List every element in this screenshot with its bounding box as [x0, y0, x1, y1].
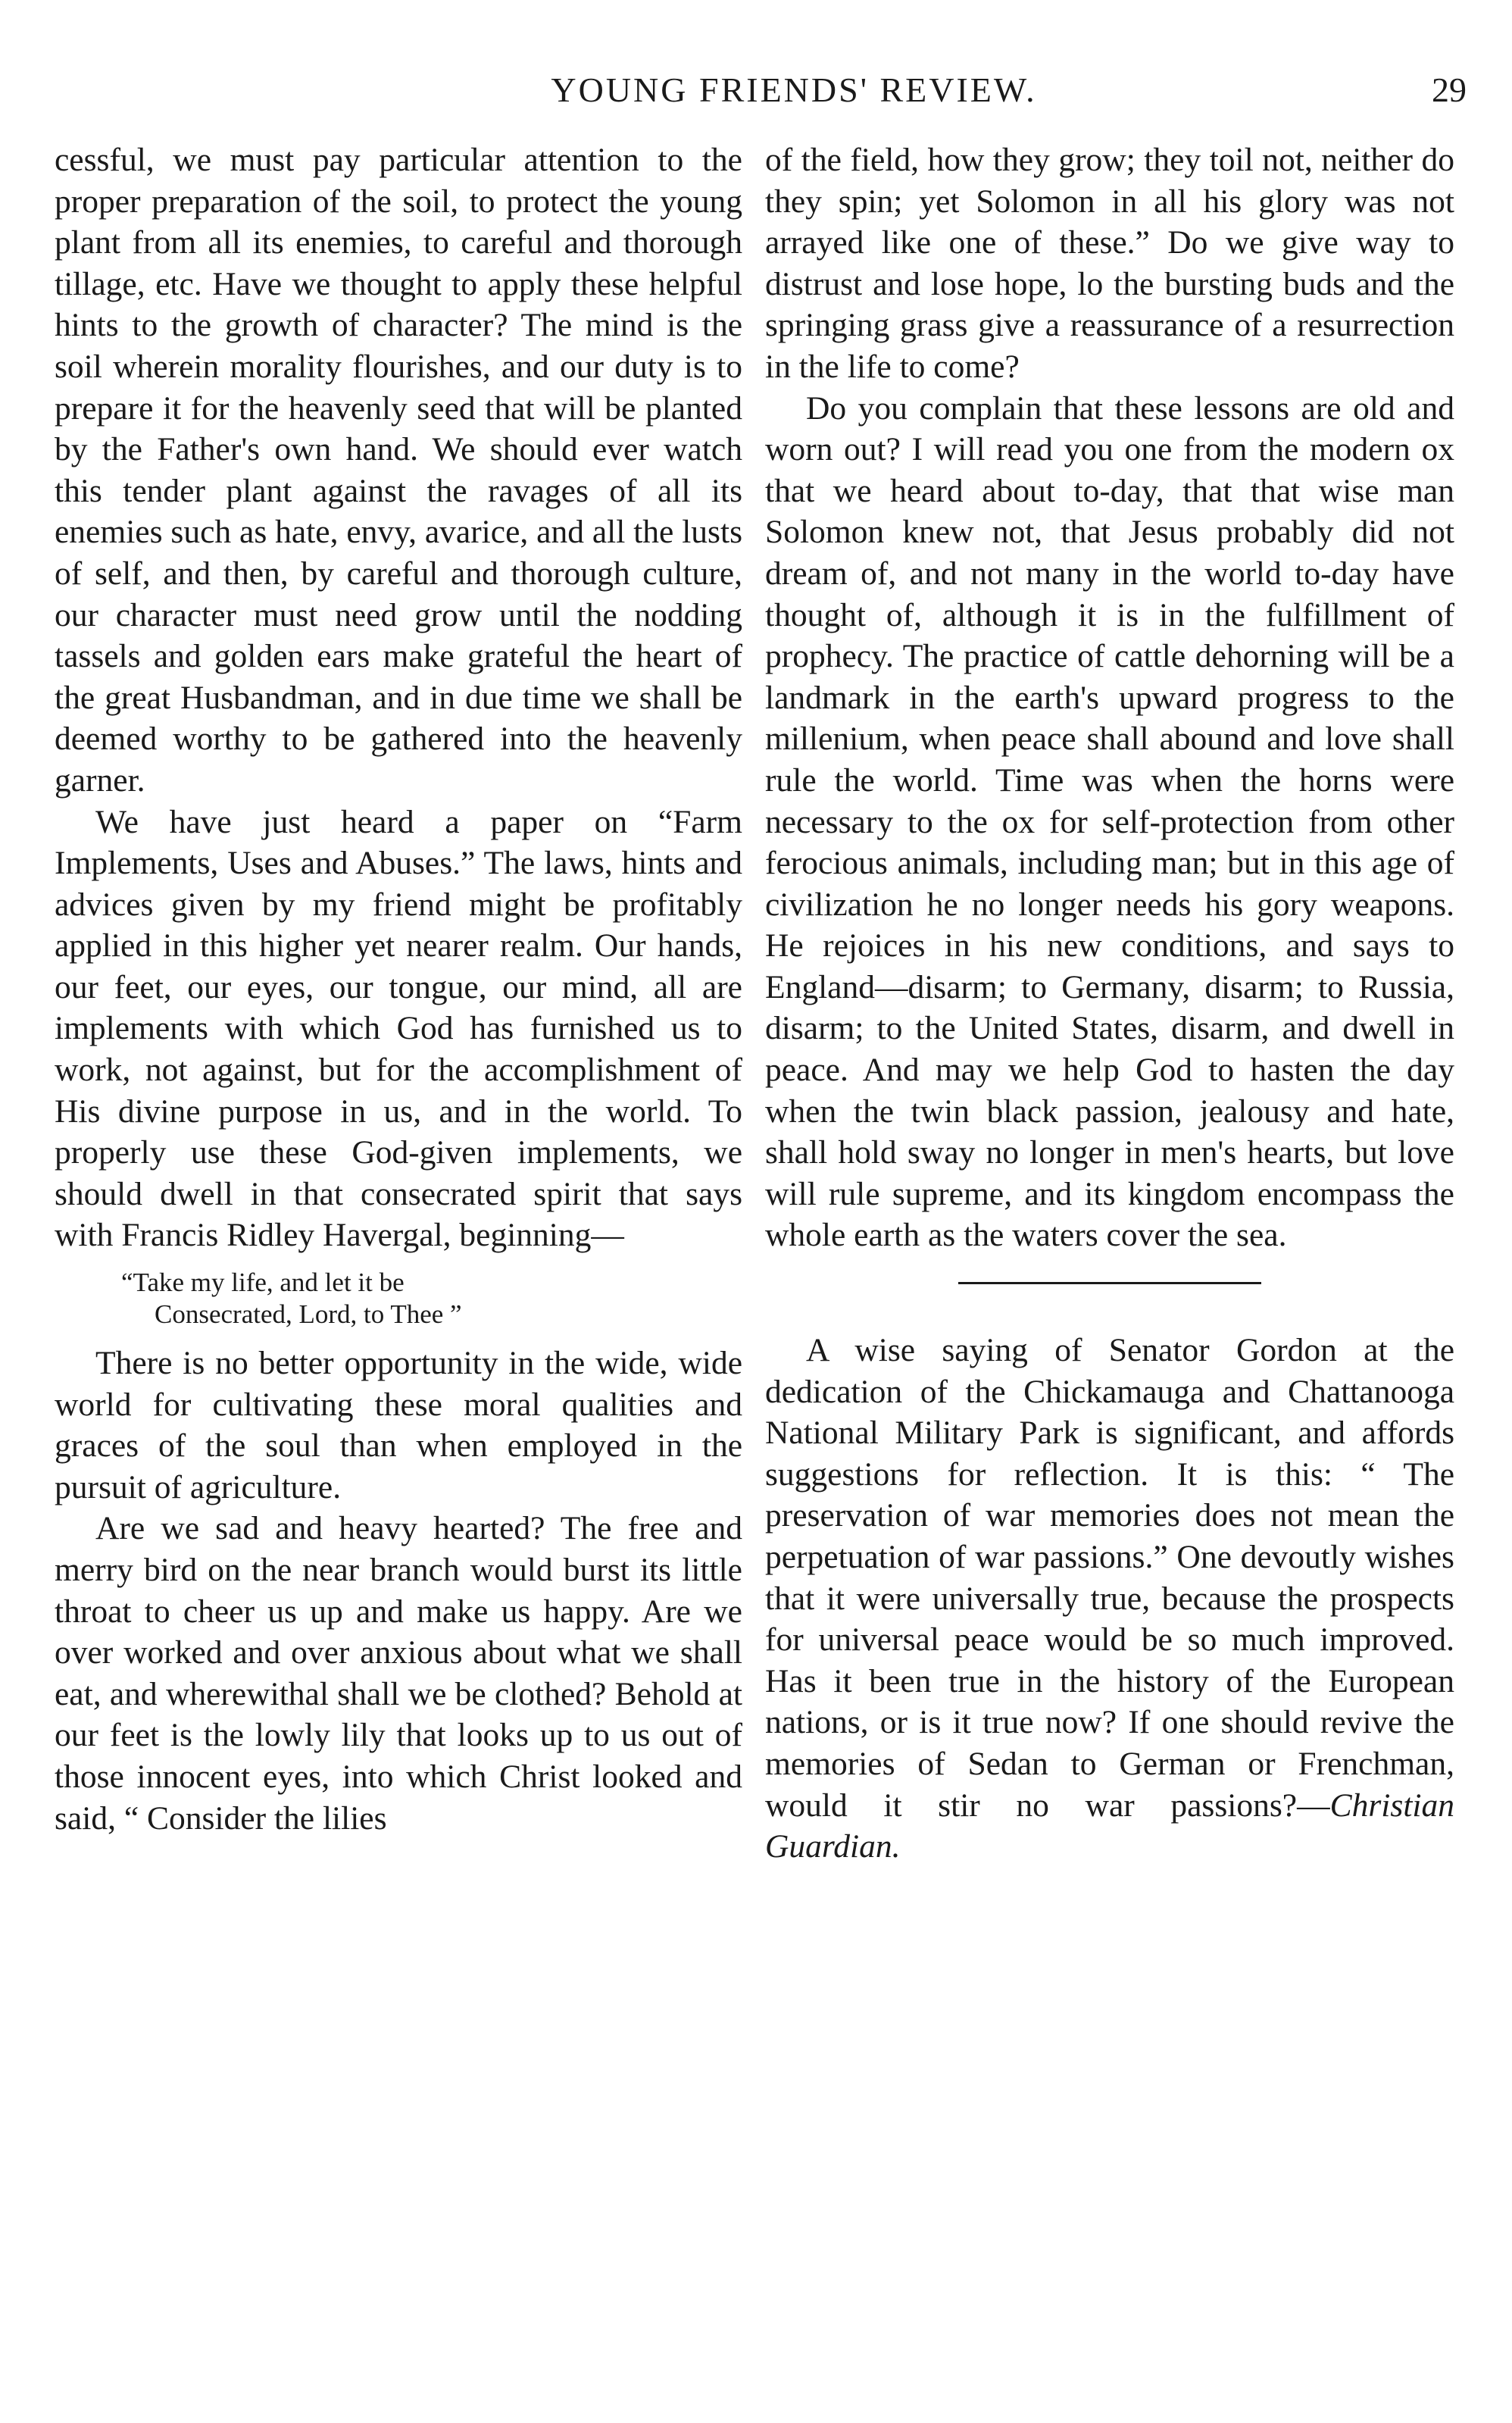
left-column	[55, 139, 742, 1839]
verse-quote	[121, 1267, 742, 1330]
right-column	[765, 139, 1454, 1868]
paragraph: Do you complain that these lessons are old and worn out? I will read you one from the modern ox that we heard about to-day, that that wise man Solomon knew not, that Jesus probably did not dream of, and not many in the world to-day have thought of, although it is in the fulfillment of prophecy. The practice of cattle dehorning will be a landmark in the earth's upward progress to the millenium, when peace shall abound and love shall rule the world. Time was when the horns were necessary to the ox for self-protection from other ferocious animals, including man; but in this age of civilization he no longer needs his gory weapons. He rejoices in his new conditions, and says to England—disarm; to Germany, disarm; to Russia, disarm; to the United States, disarm, and dwell in peace. And may we help God to hasten the day when the twin black passion, jealousy and hate, shall hold sway no longer in men's hearts, but love will rule supreme, and its kingdom encompass the whole earth as the waters cover the sea.	[765, 389, 1454, 1254]
journal-title: YOUNG FRIENDS' REVIEW.	[551, 70, 1037, 109]
paragraph: We have just heard a paper on “Farm Implements, Uses and Abuses.” The laws, hints and advices given by my friend might be profitably applied in this higher yet nearer realm. Our hands, our feet, our eyes, our tongue, our mind, all are implements with which God has furnished us to work, not against, but for the accomplishment of His divine purpose in us, and in the world. To properly use these God-given implements, we should dwell in that consecrated spirit that says with Francis Ridley Havergal, beginning—	[55, 803, 742, 1254]
source-attribution: Christian Guardian.	[765, 1787, 1454, 1865]
verse-line: Consecrated, Lord, to Thee ”	[155, 1299, 462, 1330]
paragraph: cessful, we must pay particular attention to the proper preparation of the soil, to protect the young plant from all its enemies, to careful and thorough tillage, etc. Have we thought to apply these helpful hints to the growth of character? The mind is the soil wherein morality flourishes, and our duty is to prepare it for the heavenly seed that will be planted by the Father's own hand. We should ever watch this tender plant against the ravages of all its enemies such as hate, envy, avarice, and all the lusts of self, and then, by careful and thorough culture, our character must need grow until the nodding tassels and golden ears make grateful the heart of the great Husbandman, and in due time we shall be deemed worthy to be gathered into the heavenly garner.	[55, 142, 742, 799]
paragraph: There is no better opportunity in the wide, wide world for cultivating these moral qualities and graces of the soul than when employed in the pursuit of agriculture.	[55, 1345, 742, 1505]
page-number: 29	[1432, 70, 1467, 109]
second-article	[765, 1330, 1454, 1868]
paragraph: Are we sad and heavy hearted? The free and merry bird on the near branch would burst its little throat to cheer us up and make us happy. Are we over worked and over anxious about what we shall eat, and wherewithal shall we be clothed? Behold at our feet is the lowly lily that looks up to us out of those innocent eyes, into which Christ looked and said, “ Consider the lilies	[55, 1510, 742, 1837]
section-divider	[958, 1282, 1261, 1284]
paragraph: of the field, how they grow; they toil not, neither do they spin; yet Solomon in all his glory was not arrayed like one of these.” Do we give way to distrust and lose hope, lo the bursting buds and the springing grass give a reassurance of a resurrection in the life to come?	[765, 142, 1454, 385]
second-article-text: A wise saying of Senator Gordon at the dedication of the Chickamauga and Chattanooga National Military Park is significant, and affords suggestions for reflection. It is this: “ The preservation of war memories does not mean the perpetuation of war passions.” One devoutly wishes that it were universally true, because the prospects for universal peace would be so much improved. Has it been true in the history of the European nations, or is it true now? If one should revive the memories of Sedan to German or Frenchman, would it stir no war passions?—	[765, 1332, 1454, 1824]
verse-line: “Take my life, and let it be	[121, 1268, 405, 1298]
running-head	[0, 70, 1512, 130]
